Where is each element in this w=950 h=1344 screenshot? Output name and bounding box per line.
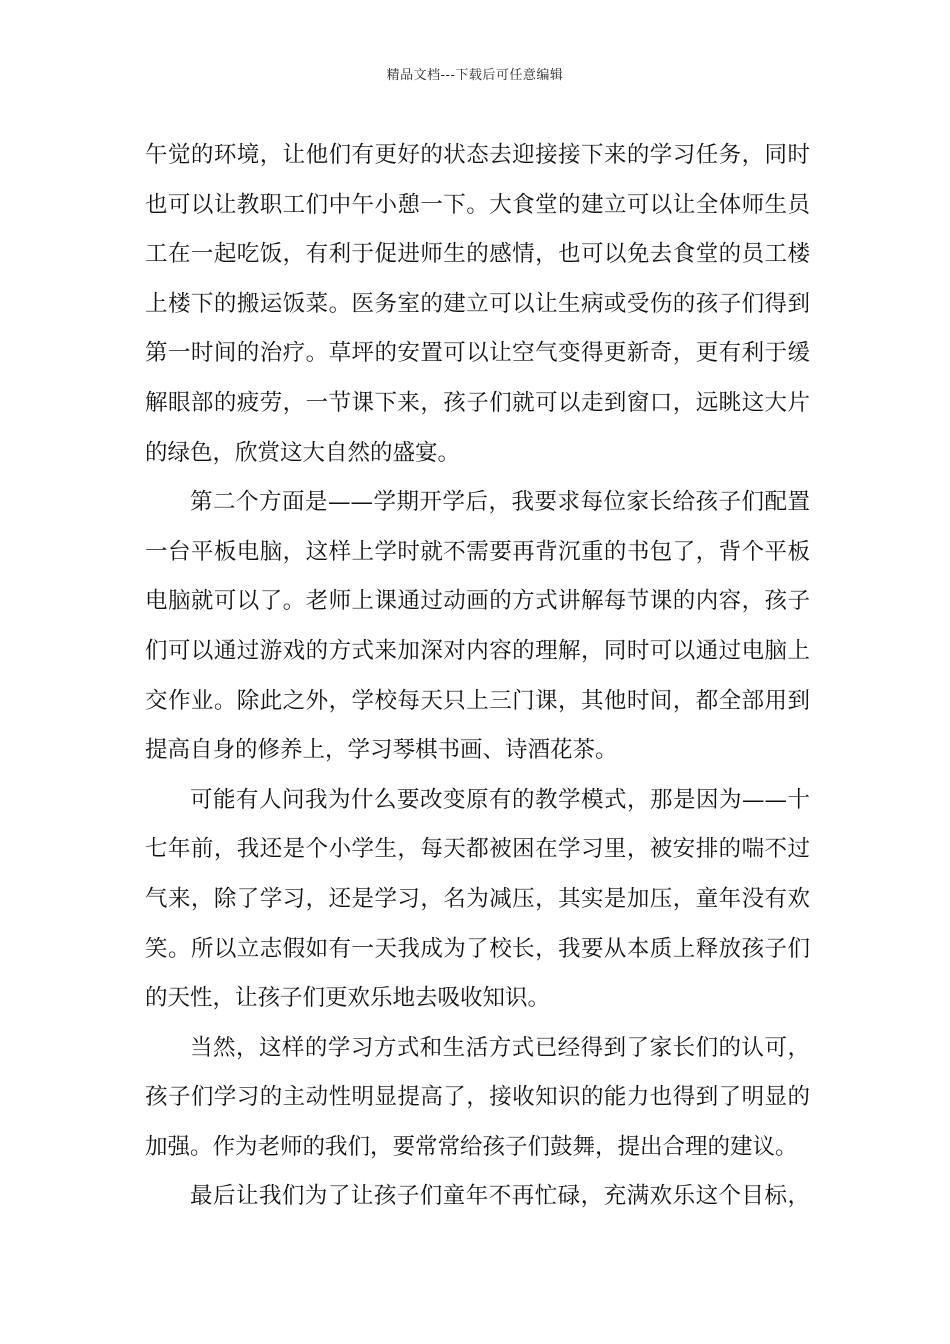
text-line: 第二个方面是——学期开学后，我要求每位家长给孩子们配置 bbox=[190, 489, 810, 516]
text-line: 工在一起吃饭，有利于促进师生的感情，也可以免去食堂的员工楼 bbox=[145, 241, 810, 268]
text-line: 笑。所以立志假如有一天我成为了校长，我要从本质上释放孩子们 bbox=[145, 935, 810, 962]
body-text bbox=[145, 131, 810, 1222]
text-line: 的天性，让孩子们更欢乐地去吸收知识。 bbox=[145, 985, 551, 1012]
text-line: 七年前，我还是个小学生，每天都被困在学习里，被安排的喘不过 bbox=[145, 836, 810, 863]
text-line: 最后让我们为了让孩子们童年不再忙碌，充满欢乐这个目标， bbox=[190, 1183, 810, 1210]
text-line: 当然，这样的学习方式和生活方式已经得到了家长们的认可， bbox=[190, 1034, 810, 1061]
text-line: 午觉的环境，让他们有更好的状态去迎接接下来的学习任务，同时 bbox=[145, 142, 810, 168]
text-line: 气来，除了学习，还是学习，名为减压，其实是加压，童年没有欢 bbox=[145, 885, 810, 912]
text-line: 孩子们学习的主动性明显提高了，接收知识的能力也得到了明显的 bbox=[145, 1084, 810, 1111]
text-line: 提高自身的修养上，学习琴棋书画、诗酒花茶。 bbox=[145, 737, 618, 764]
text-line: 交作业。除此之外，学校每天只上三门课，其他时间，都全部用到 bbox=[145, 687, 810, 714]
text-line: 一台平板电脑，这样上学时就不需要再背沉重的书包了，背个平板 bbox=[145, 538, 810, 565]
text-line: 解眼部的疲劳，一节课下来，孩子们就可以走到窗口，远眺这大片 bbox=[145, 389, 810, 416]
text-line: 的绿色，欣赏这大自然的盛宴。 bbox=[145, 439, 461, 466]
text-line: 们可以通过游戏的方式来加深对内容的理解，同时可以通过电脑上 bbox=[145, 637, 810, 664]
text-line: 电脑就可以了。老师上课通过动画的方式讲解每节课的内容，孩子 bbox=[145, 588, 810, 615]
text-line: 可能有人问我为什么要改变原有的教学模式，那是因为——十 bbox=[190, 786, 810, 813]
page-header: 精品文档---下载后可任意编辑 bbox=[386, 68, 564, 83]
text-line: 上楼下的搬运饭菜。医务室的建立可以让生病或受伤的孩子们得到 bbox=[145, 290, 810, 317]
text-line: 加强。作为老师的我们，要常常给孩子们鼓舞，提出合理的建议。 bbox=[145, 1133, 798, 1160]
text-line: 也可以让教职工们中午小憩一下。大食堂的建立可以让全体师生员 bbox=[145, 191, 810, 218]
text-line: 第一时间的治疗。草坪的安置可以让空气变得更新奇，更有利于缓 bbox=[145, 340, 810, 367]
